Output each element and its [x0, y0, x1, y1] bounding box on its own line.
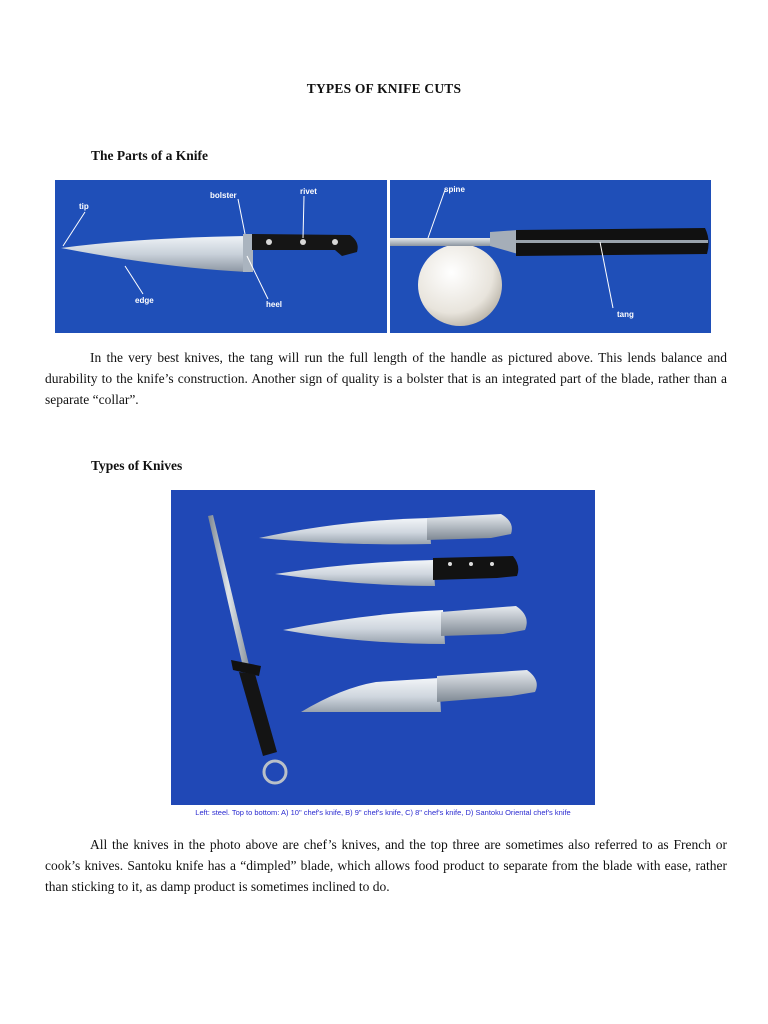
label-bolster: bolster	[210, 191, 237, 200]
knife-parts-photo	[55, 180, 387, 333]
paragraph-types: All the knives in the photo above are chef’s knives, and the top three are sometimes also referred to as French or cook’s knives. Santoku knife has a “dimpled” blade, which allows food product to separate from the blade with ease, rather than sticking to it, as damp product is sometimes inclined to do.	[45, 837, 727, 894]
paragraph-parts: In the very best knives, the tang will run the full length of the handle as pictured above. This lends balance and durability to the knife’s construction. Another sign of quality is a bolster that is an integrated part of the blade, rather than a separate “collar”.	[45, 350, 727, 407]
knife-types-photo	[171, 490, 595, 805]
label-rivet: rivet	[300, 187, 317, 196]
label-heel: heel	[266, 300, 283, 309]
label-spine: spine	[444, 185, 465, 194]
mushroom-shape	[418, 244, 502, 326]
section-heading-types: Types of Knives	[91, 458, 183, 473]
knife-spine-photo	[390, 180, 711, 333]
label-edge: edge	[135, 296, 154, 305]
photo-caption: Left: steel. Top to bottom: A) 10" chef's knife, B) 9" chef's knife, C) 8" chef's knife, D) Santoku Oriental chef's knife	[195, 808, 571, 817]
label-tip: tip	[79, 202, 89, 211]
section-heading-parts: The Parts of a Knife	[91, 148, 208, 163]
page-title: TYPES OF KNIFE CUTS	[306, 81, 462, 96]
label-tang: tang	[617, 310, 634, 319]
